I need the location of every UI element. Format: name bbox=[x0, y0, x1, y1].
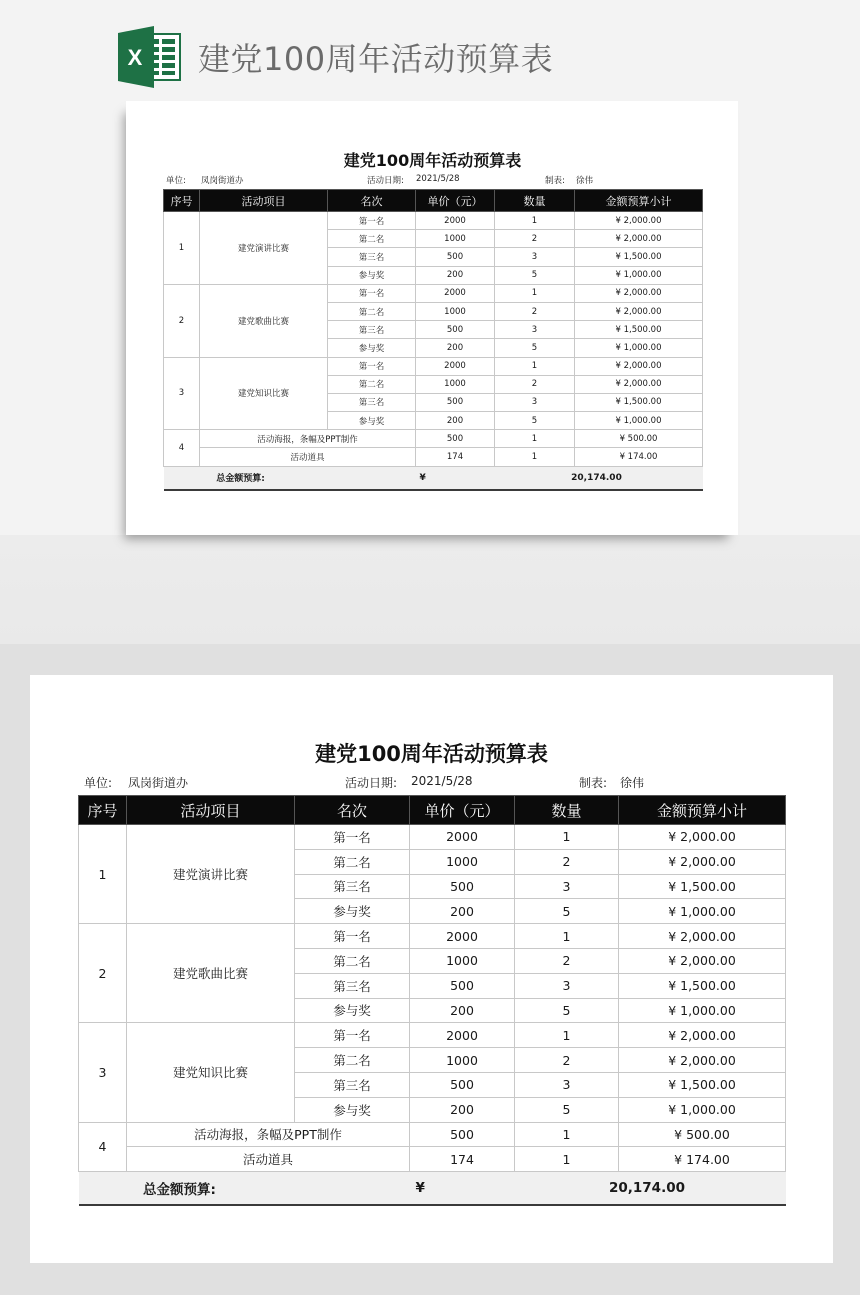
cell-rank: 参与奖 bbox=[295, 998, 410, 1023]
col-header-subtotal: 金额预算小计 bbox=[575, 190, 703, 212]
cell-rank: 第二名 bbox=[328, 302, 416, 320]
cell-item: 活动海报，条幅及PPT制作 bbox=[127, 1122, 410, 1147]
cell-subtotal: ¥ 1,000.00 bbox=[575, 339, 703, 357]
cell-rank: 第三名 bbox=[295, 874, 410, 899]
col-header-project: 活动项目 bbox=[127, 796, 295, 825]
cell-subtotal: ¥ 174.00 bbox=[619, 1147, 786, 1172]
col-header-rank: 名次 bbox=[295, 796, 410, 825]
cell-price: 500 bbox=[410, 973, 515, 998]
table-row bbox=[164, 430, 703, 448]
cell-subtotal: ¥ 1,000.00 bbox=[575, 266, 703, 284]
col-header-rank: 名次 bbox=[328, 190, 416, 212]
cell-subtotal: ¥ 1,500.00 bbox=[619, 874, 786, 899]
sheet-title: 建党100周年活动预算表 bbox=[315, 742, 548, 766]
col-header-price: 单价（元） bbox=[410, 796, 515, 825]
cell-price: 1000 bbox=[410, 849, 515, 874]
maker-label: 制表: bbox=[579, 776, 608, 790]
cell-price: 200 bbox=[410, 899, 515, 924]
cell-index: 1 bbox=[79, 825, 127, 924]
cell-subtotal: ¥ 2,000.00 bbox=[619, 1048, 786, 1073]
cell-price: 500 bbox=[416, 321, 495, 339]
cell-subtotal: ¥ 2,000.00 bbox=[575, 230, 703, 248]
cell-price: 2000 bbox=[410, 924, 515, 949]
cell-rank: 第一名 bbox=[328, 212, 416, 230]
cell-rank: 第二名 bbox=[295, 849, 410, 874]
cell-price: 200 bbox=[410, 998, 515, 1023]
cell-qty: 5 bbox=[495, 412, 575, 430]
cell-subtotal: ¥ 2,000.00 bbox=[619, 1023, 786, 1048]
cell-qty: 5 bbox=[515, 899, 619, 924]
cell-qty: 1 bbox=[495, 448, 575, 466]
cell-price: 200 bbox=[416, 266, 495, 284]
cell-rank: 第一名 bbox=[328, 284, 416, 302]
cell-rank: 第一名 bbox=[328, 357, 416, 375]
cell-index: 2 bbox=[79, 924, 127, 1023]
sheet-title: 建党100周年活动预算表 bbox=[343, 151, 522, 170]
cell-price: 500 bbox=[410, 1072, 515, 1097]
cell-rank: 第三名 bbox=[328, 248, 416, 266]
cell-index: 3 bbox=[79, 1023, 127, 1122]
cell-price: 2000 bbox=[410, 825, 515, 850]
col-header-subtotal: 金额预算小计 bbox=[619, 796, 786, 825]
unit-label: 单位: bbox=[84, 776, 113, 790]
cell-subtotal: ¥ 174.00 bbox=[575, 448, 703, 466]
table-row bbox=[164, 212, 703, 230]
cell-price: 2000 bbox=[416, 357, 495, 375]
maker-value: 徐伟 bbox=[576, 176, 594, 186]
cell-price: 200 bbox=[410, 1097, 515, 1122]
cell-subtotal: ¥ 2,000.00 bbox=[575, 212, 703, 230]
cell-price: 500 bbox=[416, 430, 495, 448]
cell-subtotal: ¥ 2,000.00 bbox=[575, 357, 703, 375]
cell-subtotal: ¥ 500.00 bbox=[575, 430, 703, 448]
cell-project: 建党歌曲比赛 bbox=[127, 924, 295, 1023]
table-row bbox=[164, 357, 703, 375]
table-row bbox=[79, 1122, 786, 1147]
cell-price: 174 bbox=[410, 1147, 515, 1172]
cell-price: 500 bbox=[410, 874, 515, 899]
cell-subtotal: ¥ 1,000.00 bbox=[619, 998, 786, 1023]
table-header-row bbox=[79, 796, 786, 825]
cell-qty: 2 bbox=[515, 948, 619, 973]
cell-subtotal: ¥ 2,000.00 bbox=[619, 849, 786, 874]
cell-rank: 参与奖 bbox=[328, 412, 416, 430]
cell-price: 200 bbox=[416, 339, 495, 357]
total-value: 20,174.00 bbox=[495, 466, 703, 490]
total-label: 总金额预算: bbox=[79, 1172, 295, 1205]
date-value: 2021/5/28 bbox=[411, 774, 473, 788]
date-label: 活动日期: bbox=[345, 776, 398, 790]
cell-rank: 第二名 bbox=[295, 1048, 410, 1073]
cell-rank: 参与奖 bbox=[295, 899, 410, 924]
table-row bbox=[79, 1023, 786, 1048]
cell-price: 1000 bbox=[416, 302, 495, 320]
col-header-index: 序号 bbox=[79, 796, 127, 825]
cell-subtotal: ¥ 1,500.00 bbox=[575, 393, 703, 411]
cell-subtotal: ¥ 1,000.00 bbox=[619, 899, 786, 924]
cell-qty: 2 bbox=[515, 849, 619, 874]
cell-subtotal: ¥ 500.00 bbox=[619, 1122, 786, 1147]
cell-qty: 1 bbox=[495, 430, 575, 448]
cell-subtotal: ¥ 2,000.00 bbox=[619, 948, 786, 973]
total-spacer bbox=[295, 1172, 410, 1205]
cell-item: 活动道具 bbox=[200, 448, 416, 466]
total-currency: ¥ bbox=[410, 1172, 515, 1205]
cell-rank: 参与奖 bbox=[328, 339, 416, 357]
cell-index: 4 bbox=[164, 430, 200, 466]
cell-index: 4 bbox=[79, 1122, 127, 1172]
cell-qty: 3 bbox=[515, 973, 619, 998]
cell-subtotal: ¥ 1,000.00 bbox=[575, 412, 703, 430]
cell-rank: 参与奖 bbox=[295, 1097, 410, 1122]
cell-price: 200 bbox=[416, 412, 495, 430]
unit-value: 凤岗街道办 bbox=[128, 776, 189, 790]
cell-qty: 2 bbox=[495, 375, 575, 393]
total-label: 总金额预算: bbox=[164, 466, 328, 490]
page-header bbox=[118, 26, 553, 88]
cell-rank: 第三名 bbox=[328, 393, 416, 411]
cell-project: 建党知识比赛 bbox=[127, 1023, 295, 1122]
cell-rank: 第三名 bbox=[295, 1072, 410, 1097]
unit-label: 单位: bbox=[166, 176, 186, 186]
cell-rank: 第一名 bbox=[295, 1023, 410, 1048]
cell-subtotal: ¥ 1,500.00 bbox=[575, 248, 703, 266]
col-header-price: 单价（元） bbox=[416, 190, 495, 212]
cell-price: 2000 bbox=[416, 284, 495, 302]
cell-subtotal: ¥ 2,000.00 bbox=[619, 825, 786, 850]
cell-rank: 参与奖 bbox=[328, 266, 416, 284]
cell-qty: 5 bbox=[495, 339, 575, 357]
cell-subtotal: ¥ 2,000.00 bbox=[575, 375, 703, 393]
cell-qty: 1 bbox=[515, 924, 619, 949]
cell-rank: 第二名 bbox=[328, 230, 416, 248]
cell-qty: 3 bbox=[495, 248, 575, 266]
cell-qty: 3 bbox=[495, 393, 575, 411]
cell-qty: 5 bbox=[515, 998, 619, 1023]
cell-subtotal: ¥ 2,000.00 bbox=[619, 924, 786, 949]
excel-icon bbox=[118, 26, 182, 88]
col-header-index: 序号 bbox=[164, 190, 200, 212]
cell-price: 500 bbox=[416, 248, 495, 266]
cell-subtotal: ¥ 1,500.00 bbox=[619, 1072, 786, 1097]
cell-qty: 1 bbox=[515, 1122, 619, 1147]
table-row bbox=[79, 825, 786, 850]
cell-qty: 1 bbox=[495, 284, 575, 302]
cell-qty: 1 bbox=[515, 1023, 619, 1048]
cell-subtotal: ¥ 1,500.00 bbox=[575, 321, 703, 339]
cell-qty: 3 bbox=[495, 321, 575, 339]
cell-project: 建党演讲比赛 bbox=[127, 825, 295, 924]
col-header-qty: 数量 bbox=[495, 190, 575, 212]
table-row bbox=[79, 924, 786, 949]
cell-subtotal: ¥ 1,500.00 bbox=[619, 973, 786, 998]
cell-rank: 第二名 bbox=[295, 948, 410, 973]
cell-project: 建党歌曲比赛 bbox=[200, 284, 328, 357]
cell-qty: 2 bbox=[515, 1048, 619, 1073]
cell-price: 2000 bbox=[410, 1023, 515, 1048]
cell-price: 500 bbox=[416, 393, 495, 411]
total-value: 20,174.00 bbox=[515, 1172, 786, 1205]
cell-price: 1000 bbox=[416, 230, 495, 248]
cell-item: 活动道具 bbox=[127, 1147, 410, 1172]
cell-subtotal: ¥ 2,000.00 bbox=[575, 302, 703, 320]
cell-index: 1 bbox=[164, 212, 200, 285]
middle-background bbox=[0, 535, 860, 644]
col-header-project: 活动项目 bbox=[200, 190, 328, 212]
table-row bbox=[79, 1147, 786, 1172]
cell-subtotal: ¥ 2,000.00 bbox=[575, 284, 703, 302]
page-title: 建党100周年活动预算表 bbox=[198, 40, 554, 78]
cell-project: 建党知识比赛 bbox=[200, 357, 328, 430]
cell-price: 1000 bbox=[410, 1048, 515, 1073]
cell-rank: 第二名 bbox=[328, 375, 416, 393]
svg-text:X: X bbox=[127, 45, 143, 70]
cell-index: 3 bbox=[164, 357, 200, 430]
cell-rank: 第三名 bbox=[328, 321, 416, 339]
cell-index: 2 bbox=[164, 284, 200, 357]
table-header-row bbox=[164, 190, 703, 212]
table-row bbox=[164, 448, 703, 466]
total-row bbox=[164, 466, 703, 490]
budget-table bbox=[163, 189, 703, 491]
date-value: 2021/5/28 bbox=[416, 174, 460, 184]
maker-label: 制表: bbox=[545, 176, 565, 186]
total-spacer bbox=[328, 466, 416, 490]
cell-item: 活动海报，条幅及PPT制作 bbox=[200, 430, 416, 448]
cell-qty: 1 bbox=[495, 212, 575, 230]
cell-price: 2000 bbox=[416, 212, 495, 230]
cell-rank: 第一名 bbox=[295, 825, 410, 850]
cell-qty: 1 bbox=[515, 825, 619, 850]
cell-qty: 2 bbox=[495, 230, 575, 248]
budget-table bbox=[78, 795, 786, 1206]
cell-rank: 第三名 bbox=[295, 973, 410, 998]
cell-rank: 第一名 bbox=[295, 924, 410, 949]
cell-qty: 1 bbox=[515, 1147, 619, 1172]
total-currency: ¥ bbox=[416, 466, 495, 490]
cell-subtotal: ¥ 1,000.00 bbox=[619, 1097, 786, 1122]
table-row bbox=[164, 284, 703, 302]
cell-price: 174 bbox=[416, 448, 495, 466]
cell-price: 500 bbox=[410, 1122, 515, 1147]
total-row bbox=[79, 1172, 786, 1205]
maker-value: 徐伟 bbox=[620, 776, 645, 790]
cell-project: 建党演讲比赛 bbox=[200, 212, 328, 285]
cell-price: 1000 bbox=[410, 948, 515, 973]
cell-qty: 5 bbox=[515, 1097, 619, 1122]
col-header-qty: 数量 bbox=[515, 796, 619, 825]
cell-qty: 3 bbox=[515, 1072, 619, 1097]
cell-qty: 3 bbox=[515, 874, 619, 899]
cell-qty: 1 bbox=[495, 357, 575, 375]
unit-value: 凤岗街道办 bbox=[201, 176, 244, 186]
cell-qty: 2 bbox=[495, 302, 575, 320]
cell-qty: 5 bbox=[495, 266, 575, 284]
date-label: 活动日期: bbox=[367, 176, 404, 186]
cell-price: 1000 bbox=[416, 375, 495, 393]
